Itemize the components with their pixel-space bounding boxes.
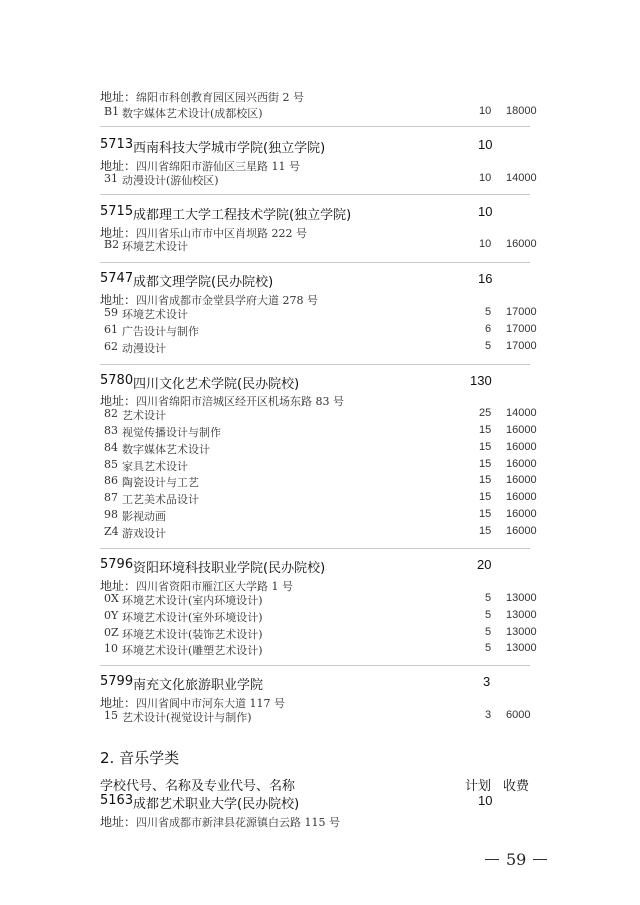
- program-name: 工艺美术品设计: [122, 493, 199, 506]
- address-text: 四川省成都市金堂县学府大道 278 号: [136, 294, 319, 307]
- school-code: 5713: [100, 137, 134, 152]
- program-fee: 13000: [506, 626, 537, 638]
- address-line: 地址：四川省成都市新津县花源镇白云路 115 号: [100, 815, 341, 829]
- program-code: 0Z: [104, 626, 119, 639]
- program-plan: 15: [479, 474, 492, 486]
- address-line: 地址：四川省阆中市河东大道 117 号: [100, 696, 286, 710]
- school-code: 5747: [100, 271, 134, 286]
- program-name: 艺术设计(视觉设计与制作): [122, 711, 252, 724]
- program-plan: 6: [485, 323, 492, 335]
- address-line: 地址：四川省乐山市市中区肖坝路 222 号: [100, 226, 308, 240]
- program-fee: 14000: [506, 172, 537, 184]
- program-name: 数字媒体艺术设计(成都校区): [122, 107, 263, 120]
- program-code: 61: [104, 323, 118, 336]
- program-code: 0Y: [104, 609, 119, 622]
- program-fee: 16000: [506, 441, 537, 453]
- address-line: 地址：四川省绵阳市涪城区经开区机场东路 83 号: [100, 394, 345, 408]
- school-code: 5715: [100, 204, 134, 219]
- program-fee: 13000: [506, 642, 537, 654]
- program-code: 15: [104, 709, 118, 722]
- program-code: B1: [104, 105, 120, 118]
- program-plan: 15: [479, 491, 492, 503]
- program-fee: 18000: [506, 105, 537, 117]
- program-fee: 16000: [506, 458, 537, 470]
- program-name: 环境艺术设计(室内环境设计): [122, 594, 263, 607]
- school-plan: 3: [483, 674, 491, 689]
- address-text: 四川省乐山市市中区肖坝路 222 号: [136, 227, 308, 240]
- program-name: 影视动画: [122, 510, 166, 523]
- program-fee: 17000: [506, 306, 537, 318]
- address-text: 四川省绵阳市涪城区经开区机场东路 83 号: [136, 395, 345, 408]
- school-code: 5163: [100, 793, 134, 808]
- program-code: 87: [104, 491, 118, 504]
- program-fee: 16000: [506, 424, 537, 436]
- program-name: 陶瓷设计与工艺: [122, 476, 199, 489]
- program-fee: 16000: [506, 508, 537, 520]
- section-title: 2. 音乐学类: [100, 749, 180, 767]
- program-fee: 17000: [506, 323, 537, 335]
- address-text: 四川省资阳市雁江区大学路 1 号: [136, 580, 294, 593]
- address-text: 绵阳市科创教育园区园兴西街 2 号: [136, 91, 305, 104]
- program-fee: 13000: [506, 592, 537, 604]
- section-divider: [100, 364, 530, 365]
- program-plan: 5: [485, 592, 492, 604]
- address-line: 地址：绵阳市科创教育园区园兴西街 2 号: [100, 90, 305, 104]
- program-code: 98: [104, 508, 118, 521]
- school-code: 5780: [100, 373, 134, 388]
- program-plan: 5: [485, 609, 492, 621]
- program-plan: 5: [485, 626, 492, 638]
- program-plan: 10: [479, 172, 492, 184]
- school-plan: 10: [478, 793, 493, 808]
- school-name: 成都理工大学工程技术学院(独立学院): [133, 208, 352, 223]
- school-code: 5799: [100, 674, 134, 689]
- program-name: 环境艺术设计(装饰艺术设计): [122, 628, 263, 641]
- page-number: 59: [506, 850, 527, 869]
- program-fee: 16000: [506, 474, 537, 486]
- school-name: 南充文化旅游职业学院: [133, 678, 264, 693]
- program-code: 85: [104, 458, 118, 471]
- program-name: 广告设计与制作: [122, 325, 199, 338]
- program-code: B2: [104, 238, 120, 251]
- program-code: 62: [104, 340, 118, 353]
- program-fee: 6000: [506, 709, 531, 721]
- program-code: 82: [104, 407, 118, 420]
- program-plan: 5: [485, 306, 492, 318]
- header-label: 学校代号、名称及专业代号、名称: [100, 779, 296, 794]
- program-plan: 10: [479, 105, 492, 117]
- section-divider: [100, 126, 530, 127]
- address-line: 地址：四川省成都市金堂县学府大道 278 号: [100, 293, 319, 307]
- school-name: 成都文理学院(民办院校): [133, 275, 274, 290]
- program-fee: 16000: [506, 491, 537, 503]
- program-name: 动漫设计: [122, 342, 166, 355]
- address-text: 四川省绵阳市游仙区三星路 11 号: [136, 160, 301, 173]
- address-text: 四川省阆中市河东大道 117 号: [136, 697, 286, 710]
- program-plan: 15: [479, 424, 492, 436]
- program-fee: 17000: [506, 340, 537, 352]
- header-plan: 计划: [465, 779, 492, 794]
- school-plan: 130: [470, 373, 492, 388]
- program-name: 环境艺术设计: [122, 308, 188, 321]
- address-text: 四川省成都市新津县花源镇白云路 115 号: [136, 816, 341, 829]
- program-name: 环境艺术设计: [122, 240, 188, 253]
- page-dash-right: [533, 859, 547, 860]
- page-dash-left: [485, 859, 499, 860]
- section-divider: [100, 262, 530, 263]
- program-code: 10: [104, 642, 118, 655]
- school-plan: 10: [478, 137, 493, 152]
- program-code: 0X: [104, 592, 119, 605]
- page-footer: [485, 850, 547, 869]
- program-fee: 16000: [506, 238, 537, 250]
- program-name: 环境艺术设计(室外环境设计): [122, 611, 263, 624]
- program-code: 83: [104, 424, 118, 437]
- school-plan: 10: [478, 204, 493, 219]
- program-plan: 15: [479, 525, 492, 537]
- program-plan: 5: [485, 340, 492, 352]
- address-line: 地址：四川省绵阳市游仙区三星路 11 号: [100, 159, 301, 173]
- program-plan: 10: [479, 238, 492, 250]
- address-line: 地址：四川省资阳市雁江区大学路 1 号: [100, 579, 294, 593]
- program-fee: 13000: [506, 609, 537, 621]
- section-divider: [100, 548, 530, 549]
- program-plan: 15: [479, 508, 492, 520]
- program-name: 游戏设计: [122, 527, 166, 540]
- program-code: Z4: [104, 525, 119, 538]
- school-name: 四川文化艺术学院(民办院校): [133, 377, 300, 392]
- program-code: 84: [104, 441, 118, 454]
- program-code: 59: [104, 306, 118, 319]
- program-plan: 5: [485, 642, 492, 654]
- program-name: 动漫设计(游仙校区): [122, 174, 219, 187]
- program-name: 家具艺术设计: [122, 460, 188, 473]
- program-fee: 14000: [506, 407, 537, 419]
- school-plan: 20: [477, 557, 492, 572]
- program-name: 环境艺术设计(雕塑艺术设计): [122, 644, 263, 657]
- school-plan: 16: [478, 271, 493, 286]
- program-name: 艺术设计: [122, 409, 166, 422]
- school-name: 资阳环境科技职业学院(民办院校): [133, 561, 326, 576]
- program-plan: 3: [485, 709, 492, 721]
- program-code: 86: [104, 474, 118, 487]
- program-name: 视觉传播设计与制作: [122, 426, 221, 439]
- header-fee: 收费: [503, 779, 530, 794]
- program-plan: 15: [479, 441, 492, 453]
- section-divider: [100, 194, 530, 195]
- school-name: 成都艺术职业大学(民办院校): [133, 797, 300, 812]
- school-name: 西南科技大学城市学院(独立学院): [133, 141, 326, 156]
- program-code: 31: [104, 172, 118, 185]
- section-divider: [100, 665, 530, 666]
- school-code: 5796: [100, 557, 134, 572]
- program-fee: 16000: [506, 525, 537, 537]
- program-name: 数字媒体艺术设计: [122, 443, 210, 456]
- program-plan: 25: [479, 407, 492, 419]
- program-plan: 15: [479, 458, 492, 470]
